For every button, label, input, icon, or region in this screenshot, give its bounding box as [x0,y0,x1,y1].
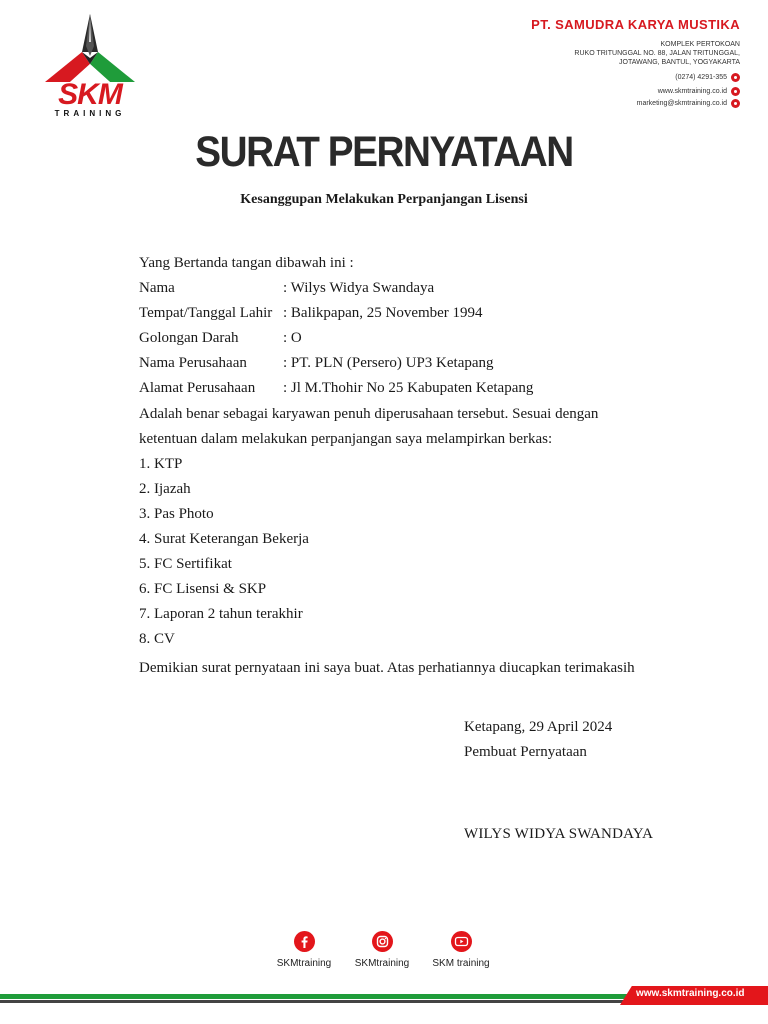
company-name: PT. SAMUDRA KARYA MUSTIKA [531,17,740,32]
contact-website[interactable]: www.skmtraining.co.id [658,85,740,97]
address-line: JOTAWANG, BANTUL, YOGYAKARTA [619,59,740,66]
logo-wordmark: SKM [58,78,122,111]
attachment-item: 2. Ijazah [139,480,191,497]
field-value: : O [283,330,302,347]
attachment-item: 5. FC Sertifikat [139,556,232,573]
field-label: Tempat/Tanggal Lahir [139,305,273,322]
facebook-icon[interactable] [294,931,315,952]
address-line: KOMPLEK PERTOKOAN [660,41,740,48]
intro-text: Yang Bertanda tangan dibawah ini : [139,255,354,271]
field-label: Nama [139,280,175,297]
field-row [139,376,639,401]
social-facebook[interactable] [264,931,344,969]
contact-phone: (0274) 4291-355 [675,71,740,83]
closing-text: Demikian surat pernyataan ini saya buat. Atas perhatiannya diucapkan terimakasih [139,660,635,676]
attachment-item: 8. CV [139,631,175,648]
field-row [139,326,639,351]
field-value: : Balikpapan, 25 November 1994 [283,305,483,322]
statement-line: Adalah benar sebagai karyawan penuh diperusahaan tersebut. Sesuai dengan [139,405,599,422]
document-subtitle: Kesanggupan Melakukan Perpanjangan Lisensi [240,192,528,207]
statement-line: ketentuan dalam melakukan perpanjangan saya melampirkan berkas: [139,430,553,447]
field-label: Alamat Perusahaan [139,380,256,397]
field-value: : PT. PLN (Persero) UP3 Ketapang [283,355,494,372]
field-value: : Jl M.Thohir No 25 Kabupaten Ketapang [283,380,534,397]
signer-role: Pembuat Pernyataan [464,744,587,760]
field-row [139,351,639,376]
signature-block [464,715,612,765]
mail-icon [731,99,740,108]
field-label: Nama Perusahaan [139,355,247,372]
contact-email[interactable]: marketing@skmtraining.co.id [637,97,740,109]
document-title: SURAT PERNYATAAN [195,128,573,176]
field-row [139,301,639,326]
social-label: SKM training [432,958,490,969]
signer-name: WILYS WIDYA SWANDAYA [464,826,654,842]
attachment-item: 7. Laporan 2 tahun terakhir [139,606,303,623]
place-date: Ketapang, 29 April 2024 [464,719,613,735]
attachment-item: 1. KTP [139,455,183,472]
statement-body [139,251,639,653]
instagram-icon[interactable] [372,931,393,952]
attachment-item: 6. FC Lisensi & SKP [139,581,267,598]
field-row [139,276,639,301]
field-value: : Wilys Widya Swandaya [283,280,435,297]
social-label: SKMtraining [276,958,332,969]
youtube-icon[interactable] [451,931,472,952]
company-address [574,40,740,67]
social-label: SKMtraining [354,958,410,969]
field-label: Golongan Darah [139,330,239,347]
attachment-item: 4. Surat Keterangan Bekerja [139,531,309,548]
attachment-item: 3. Pas Photo [139,505,214,522]
footer-url[interactable]: www.skmtraining.co.id [636,988,745,999]
address-line: RUKO TRITUNGGAL NO. 88, JALAN TRITUNGGAL, [574,50,740,57]
social-instagram[interactable] [342,931,422,969]
phone-icon [731,73,740,82]
social-youtube[interactable] [421,931,501,969]
globe-icon [731,87,740,96]
logo-subtitle: TRAINING [54,109,126,118]
